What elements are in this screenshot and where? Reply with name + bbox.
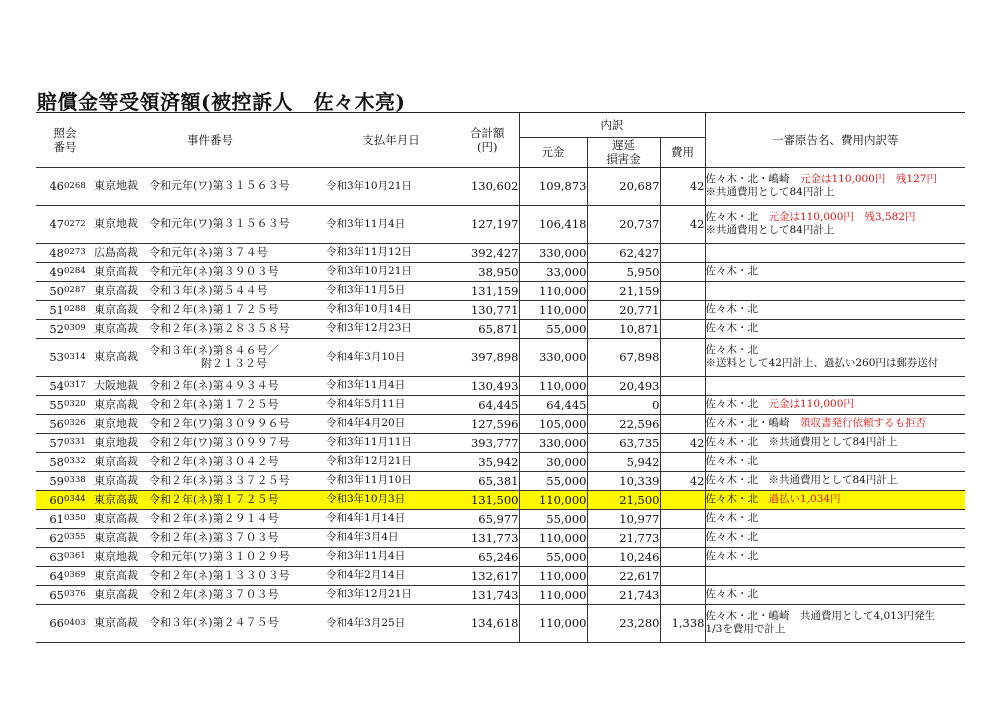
row-number: 60 (36, 490, 64, 509)
principal-amount: 110,000 (519, 566, 587, 585)
principal-amount: 110,000 (519, 604, 587, 642)
header-ref-line1: 照会 (53, 125, 77, 140)
note-plaintiffs: 佐々木・北 ※共通費用として84円計上 (705, 436, 898, 449)
payment-date: 令和3年10月3日 (326, 490, 456, 509)
row-number: 53 (36, 338, 64, 376)
note-plaintiffs: 佐々木・北 (705, 588, 758, 601)
row-number: 55 (36, 395, 64, 414)
ref-code: 0317 (64, 376, 94, 395)
ref-code: 0314 (64, 338, 94, 376)
total-amount: 131,500 (456, 490, 519, 509)
expense-amount (660, 262, 705, 281)
principal-amount: 55,000 (519, 471, 587, 490)
note-remark-red: 元金は110,000円 残3,582円 (768, 211, 916, 224)
table-row (36, 414, 965, 433)
principal-amount: 55,000 (519, 509, 587, 528)
table-row (36, 281, 965, 300)
note-plaintiffs: 佐々木・北 (705, 322, 758, 335)
note-line (706, 493, 966, 506)
court-name: 東京地裁 (94, 205, 149, 243)
note-line-2: ※共通費用として84円計上 (705, 224, 835, 237)
header-late-line1: 遅延 (612, 138, 635, 152)
note-cell (705, 376, 965, 395)
note-cell (705, 319, 965, 338)
payment-date: 令和4年3月25日 (326, 604, 456, 642)
ref-code: 0272 (64, 205, 94, 243)
row-number: 50 (36, 281, 64, 300)
payment-date: 令和4年1月14日 (326, 509, 456, 528)
expense-amount (660, 281, 705, 300)
ref-code: 0309 (64, 319, 94, 338)
late-damages-amount: 63,735 (587, 433, 660, 452)
case-number-line2: 附２１３２号 (201, 357, 267, 371)
late-damages-amount: 10,246 (587, 547, 660, 566)
ref-code: 0350 (64, 509, 94, 528)
expense-amount: 42 (660, 471, 705, 490)
late-damages-amount: 23,280 (587, 604, 660, 642)
note-cell (705, 338, 965, 376)
note-cell (705, 414, 965, 433)
note-cell (705, 300, 965, 319)
late-damages-amount: 20,493 (587, 376, 660, 395)
table-row (36, 376, 965, 395)
late-damages-amount: 10,871 (587, 319, 660, 338)
table-row (36, 547, 965, 566)
principal-amount: 110,000 (519, 490, 587, 509)
expense-amount (660, 490, 705, 509)
late-damages-amount: 62,427 (587, 243, 660, 262)
principal-amount: 330,000 (519, 433, 587, 452)
payment-date: 令和4年4月20日 (326, 414, 456, 433)
court-name: 東京高裁 (94, 566, 149, 585)
principal-amount: 109,873 (519, 167, 587, 205)
court-name: 東京高裁 (94, 585, 149, 604)
ref-code: 0355 (64, 528, 94, 547)
payment-date: 令和3年11月4日 (326, 376, 456, 395)
note-line-2: ※送料として42円計上、過払い260円は郵券送付 (705, 357, 939, 370)
row-number: 46 (36, 167, 64, 205)
total-amount: 130,493 (456, 376, 519, 395)
case-number: 令和２年(ワ)第３０９９７号 (149, 433, 326, 452)
note-line (706, 417, 966, 430)
payment-date: 令和3年10月14日 (326, 300, 456, 319)
header-case-number: 事件番号 (94, 113, 326, 168)
late-damages-amount: 21,500 (587, 490, 660, 509)
total-amount: 393,777 (456, 433, 519, 452)
late-damages-amount: 5,950 (587, 262, 660, 281)
expense-amount (660, 585, 705, 604)
total-amount: 130,771 (456, 300, 519, 319)
table-row (36, 205, 965, 243)
principal-amount: 64,445 (519, 395, 587, 414)
principal-amount: 110,000 (519, 300, 587, 319)
late-damages-amount: 22,596 (587, 414, 660, 433)
payment-date: 令和3年11月10日 (326, 471, 456, 490)
note-line (706, 531, 966, 544)
header-note: 一審原告名、費用内訳等 (705, 113, 965, 168)
note-cell (705, 452, 965, 471)
header-total (456, 113, 519, 168)
court-name: 東京高裁 (94, 471, 149, 490)
note-remark-red: 元金は110,000円 (768, 398, 854, 411)
expense-amount (660, 338, 705, 376)
court-name: 東京高裁 (94, 604, 149, 642)
expense-amount (660, 243, 705, 262)
principal-amount: 110,000 (519, 528, 587, 547)
expense-amount (660, 547, 705, 566)
payment-date: 令和3年12月21日 (326, 585, 456, 604)
table-body (36, 167, 965, 642)
case-number: 令和２年(ネ)第３０４２号 (149, 452, 326, 471)
case-number (149, 338, 326, 376)
total-amount: 131,743 (456, 585, 519, 604)
total-amount: 127,596 (456, 414, 519, 433)
payment-date: 令和3年11月4日 (326, 547, 456, 566)
row-number: 54 (36, 376, 64, 395)
late-damages-amount: 20,771 (587, 300, 660, 319)
case-number: 令和元年(ワ)第３１５６３号 (149, 167, 326, 205)
late-damages-amount: 22,617 (587, 566, 660, 585)
payment-date: 令和4年3月4日 (326, 528, 456, 547)
total-amount: 131,159 (456, 281, 519, 300)
note-plaintiffs: 佐々木・北 (705, 550, 758, 563)
principal-amount: 106,418 (519, 205, 587, 243)
note-remark-red: 元金は110,000円 残127円 (800, 173, 937, 186)
note-cell (705, 433, 965, 452)
late-damages-amount: 21,159 (587, 281, 660, 300)
table-row (36, 528, 965, 547)
expense-amount (660, 452, 705, 471)
late-damages-amount: 67,898 (587, 338, 660, 376)
table-row (36, 433, 965, 452)
case-number: 令和２年(ネ)第４９３４号 (149, 376, 326, 395)
court-name: 東京地裁 (94, 167, 149, 205)
note-line (706, 550, 966, 563)
row-number: 65 (36, 585, 64, 604)
note-line (706, 173, 966, 186)
principal-amount: 105,000 (519, 414, 587, 433)
court-name: 東京高裁 (94, 395, 149, 414)
page-title: 賠償金等受領済額(被控訴人 佐々木亮) (37, 90, 406, 114)
note-plaintiffs: 佐々木・北 (705, 455, 758, 468)
note-cell (705, 262, 965, 281)
late-damages-amount: 0 (587, 395, 660, 414)
court-name: 東京高裁 (94, 281, 149, 300)
table-row (36, 585, 965, 604)
note-plaintiffs: 佐々木・北 (705, 265, 758, 278)
payment-date: 令和3年10月21日 (326, 262, 456, 281)
ref-code: 0369 (64, 566, 94, 585)
expense-amount (660, 376, 705, 395)
table-row (36, 300, 965, 319)
principal-amount: 110,000 (519, 281, 587, 300)
table-row (36, 509, 965, 528)
row-number: 49 (36, 262, 64, 281)
expense-amount (660, 509, 705, 528)
expense-amount (660, 414, 705, 433)
expense-amount: 42 (660, 205, 705, 243)
total-amount: 65,871 (456, 319, 519, 338)
payment-date: 令和3年12月21日 (326, 452, 456, 471)
row-number: 48 (36, 243, 64, 262)
table-row (36, 338, 965, 376)
table-row (36, 566, 965, 585)
payment-date: 令和4年3月10日 (326, 338, 456, 376)
case-number: 令和２年(ネ)第２９１４号 (149, 509, 326, 528)
case-number: 令和元年(ワ)第３１５６３号 (149, 205, 326, 243)
table-row (36, 243, 965, 262)
note-plaintiffs: 佐々木・北 (705, 211, 769, 224)
note-line (706, 474, 966, 487)
note-line (706, 436, 966, 449)
court-name: 東京高裁 (94, 319, 149, 338)
principal-amount: 330,000 (519, 243, 587, 262)
expense-amount (660, 528, 705, 547)
case-number: 令和３年(ネ)第２４７５号 (149, 604, 326, 642)
case-number-line1: 令和３年(ネ)第８４６号／ (149, 343, 279, 357)
table-row (36, 604, 965, 642)
note-cell (705, 604, 965, 642)
note-plaintiffs: 佐々木・北 (705, 531, 758, 544)
note-plaintiffs: 佐々木・北・嶋崎 (705, 173, 800, 186)
court-name: 東京高裁 (94, 452, 149, 471)
ref-code: 0376 (64, 585, 94, 604)
principal-amount: 55,000 (519, 547, 587, 566)
note-line-2: 1/3を費用で計上 (705, 623, 786, 636)
total-amount: 35,942 (456, 452, 519, 471)
note-line (706, 588, 966, 601)
total-amount: 397,898 (456, 338, 519, 376)
court-name: 東京高裁 (94, 262, 149, 281)
case-number: 令和元年(ネ)第３９０３号 (149, 262, 326, 281)
note-line (706, 398, 966, 411)
table-row (36, 262, 965, 281)
total-amount: 392,427 (456, 243, 519, 262)
late-damages-amount: 20,737 (587, 205, 660, 243)
note-line (706, 303, 966, 316)
ref-code: 0326 (64, 414, 94, 433)
header-principal: 元金 (519, 138, 587, 168)
ref-code: 0331 (64, 433, 94, 452)
payment-date: 令和3年10月21日 (326, 167, 456, 205)
ref-code: 0338 (64, 471, 94, 490)
table-row (36, 452, 965, 471)
expense-amount: 42 (660, 433, 705, 452)
row-number: 52 (36, 319, 64, 338)
case-number: 令和２年(ネ)第３７０３号 (149, 585, 326, 604)
row-number: 62 (36, 528, 64, 547)
late-damages-amount: 10,977 (587, 509, 660, 528)
row-number: 59 (36, 471, 64, 490)
note-plaintiffs: 佐々木・北 (705, 398, 769, 411)
court-name: 東京高裁 (94, 490, 149, 509)
row-number: 58 (36, 452, 64, 471)
note-cell (705, 205, 965, 243)
court-name: 東京高裁 (94, 338, 149, 376)
principal-amount: 110,000 (519, 585, 587, 604)
principal-amount: 110,000 (519, 376, 587, 395)
total-amount: 64,445 (456, 395, 519, 414)
note-plaintiffs: 佐々木・北・嶋崎 共通費用として4,013円発生 (705, 610, 936, 623)
note-line (706, 455, 966, 468)
total-amount: 131,773 (456, 528, 519, 547)
court-name: 広島高裁 (94, 243, 149, 262)
header-late-line2: 損害金 (606, 152, 641, 167)
expense-amount (660, 319, 705, 338)
payment-date: 令和4年2月14日 (326, 566, 456, 585)
note-line-2: ※共通費用として84円計上 (705, 186, 835, 199)
payment-date: 令和3年11月11日 (326, 433, 456, 452)
case-number: 令和２年(ネ)第２８３５８号 (149, 319, 326, 338)
court-name: 東京高裁 (94, 300, 149, 319)
table-row (36, 471, 965, 490)
case-number: 令和元年(ワ)第３１０２９号 (149, 547, 326, 566)
note-plaintiffs: 佐々木・北 (705, 303, 758, 316)
header-breakdown: 内訳 (519, 113, 705, 138)
total-amount: 65,381 (456, 471, 519, 490)
note-line (706, 512, 966, 525)
case-number: 令和２年(ネ)第１７２５号 (149, 300, 326, 319)
table-row (36, 319, 965, 338)
case-number: 令和２年(ネ)第１３３０３号 (149, 566, 326, 585)
principal-amount: 30,000 (519, 452, 587, 471)
note-cell (705, 395, 965, 414)
ref-code: 0361 (64, 547, 94, 566)
note-cell (705, 585, 965, 604)
case-number: 令和２年(ネ)第１７２５号 (149, 395, 326, 414)
note-line (706, 211, 966, 224)
expense-amount (660, 566, 705, 585)
payment-date: 令和3年11月5日 (326, 281, 456, 300)
table-row (36, 490, 965, 509)
ref-code: 0320 (64, 395, 94, 414)
ref-code: 0273 (64, 243, 94, 262)
total-amount: 134,618 (456, 604, 519, 642)
header-total-line1: 合計額 (470, 125, 505, 140)
principal-amount: 330,000 (519, 338, 587, 376)
ref-code: 0288 (64, 300, 94, 319)
note-cell (705, 471, 965, 490)
note-line (706, 344, 966, 357)
total-amount: 127,197 (456, 205, 519, 243)
header-total-line2: (円) (477, 139, 498, 154)
note-cell (705, 509, 965, 528)
note-plaintiffs: 佐々木・北 (705, 512, 758, 525)
payment-date: 令和4年5月11日 (326, 395, 456, 414)
ref-code: 0344 (64, 490, 94, 509)
court-name: 東京地裁 (94, 433, 149, 452)
case-number: 令和２年(ワ)第３０９９６号 (149, 414, 326, 433)
note-line (706, 322, 966, 335)
header-late-damages (587, 138, 660, 168)
table-row (36, 395, 965, 414)
total-amount: 130,602 (456, 167, 519, 205)
late-damages-amount: 20,687 (587, 167, 660, 205)
row-number: 63 (36, 547, 64, 566)
header-expense: 費用 (660, 138, 705, 168)
note-cell (705, 243, 965, 262)
expense-amount (660, 395, 705, 414)
note-cell (705, 528, 965, 547)
ref-code: 0284 (64, 262, 94, 281)
note-cell (705, 167, 965, 205)
note-plaintiffs: 佐々木・北 (705, 344, 758, 357)
late-damages-amount: 21,773 (587, 528, 660, 547)
expense-amount (660, 300, 705, 319)
payment-date: 令和3年12月23日 (326, 319, 456, 338)
total-amount: 65,246 (456, 547, 519, 566)
total-amount: 38,950 (456, 262, 519, 281)
payment-date: 令和3年11月4日 (326, 205, 456, 243)
table-row (36, 167, 965, 205)
row-number: 61 (36, 509, 64, 528)
note-line (706, 265, 966, 278)
ref-code: 0403 (64, 604, 94, 642)
court-name: 東京地裁 (94, 547, 149, 566)
principal-amount: 55,000 (519, 319, 587, 338)
note-plaintiffs: 佐々木・北・嶋崎 (705, 417, 800, 430)
table-header (36, 113, 965, 168)
payment-date: 令和3年11月12日 (326, 243, 456, 262)
court-name: 大阪地裁 (94, 376, 149, 395)
principal-amount: 33,000 (519, 262, 587, 281)
payment-table (36, 112, 965, 643)
court-name: 東京高裁 (94, 528, 149, 547)
note-remark-red: 過払い1,034円 (768, 493, 841, 506)
total-amount: 132,617 (456, 566, 519, 585)
row-number: 51 (36, 300, 64, 319)
row-number: 56 (36, 414, 64, 433)
court-name: 東京高裁 (94, 509, 149, 528)
row-number: 47 (36, 205, 64, 243)
note-line (706, 610, 966, 623)
note-cell (705, 547, 965, 566)
ref-code: 0287 (64, 281, 94, 300)
note-plaintiffs: 佐々木・北 ※共通費用として84円計上 (705, 474, 898, 487)
header-ref-line2: 番号 (53, 139, 77, 154)
note-remark-red: 領収書発行依頼するも拒否 (800, 417, 926, 430)
late-damages-amount: 10,339 (587, 471, 660, 490)
header-ref-no (36, 113, 94, 168)
note-plaintiffs: 佐々木・北 (705, 493, 769, 506)
note-cell (705, 490, 965, 509)
case-number: 令和３年(ネ)第５４４号 (149, 281, 326, 300)
late-damages-amount: 21,743 (587, 585, 660, 604)
total-amount: 65,977 (456, 509, 519, 528)
case-number: 令和２年(ネ)第３７０３号 (149, 528, 326, 547)
case-number: 令和２年(ネ)第３３７２５号 (149, 471, 326, 490)
note-cell (705, 281, 965, 300)
row-number: 66 (36, 604, 64, 642)
late-damages-amount: 5,942 (587, 452, 660, 471)
header-payment-date: 支払年月日 (326, 113, 456, 168)
ref-code: 0268 (64, 167, 94, 205)
case-number: 令和２年(ネ)第１７２５号 (149, 490, 326, 509)
note-cell (705, 566, 965, 585)
ref-code: 0332 (64, 452, 94, 471)
row-number: 64 (36, 566, 64, 585)
case-number: 令和元年(ネ)第３７４号 (149, 243, 326, 262)
expense-amount: 42 (660, 167, 705, 205)
row-number: 57 (36, 433, 64, 452)
expense-amount: 1,338 (660, 604, 705, 642)
court-name: 東京地裁 (94, 414, 149, 433)
